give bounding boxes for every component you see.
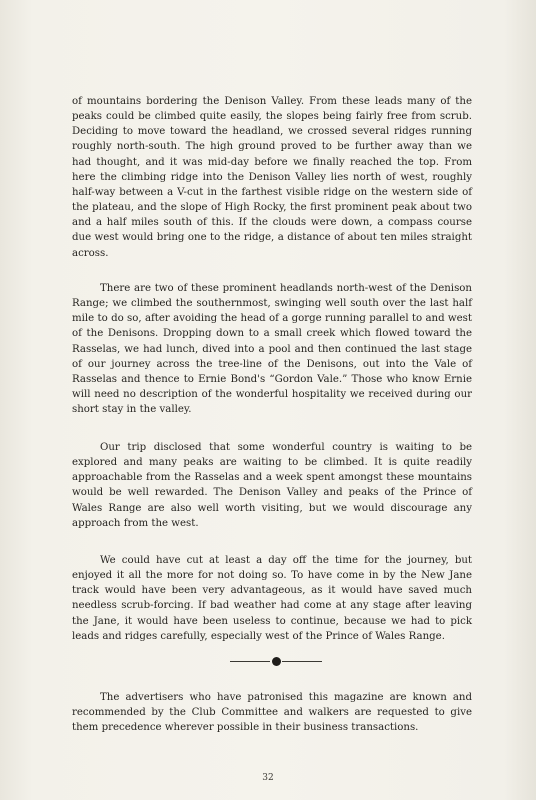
paragraph-text: of mountains bordering the Denison Valley. From these leads many of the peaks could be climbed quite easily, the slopes being fairly free from scrub. Deciding to move toward the headland, we crossed several ridges running roughly north-south. The high ground proved to be further away than we had thought, and it was mid-day before we finally reached the top. From here the climbing ridge into the Denison Valley lies north of west, roughly half-way between a V-cut in the farthest visible ridge on the western side of the plateau, and the slope of High Rocky, the first prominent peak about two and a half miles south of this. If the clouds were down, a compass course due west would bring one to the ridge, a distance of about ten miles straight across.: [72, 96, 472, 259]
divider-line-left: [230, 661, 270, 662]
divider-dot-icon: [272, 657, 281, 666]
paragraph-text: Our trip disclosed that some wonderful country is waiting to be explored and many peaks are waiting to be climbed. It is quite readily approachable from the Rasselas and a week spent amongst these mountains would be well rewarded. The Denison Valley and peaks of the Prince of Wales Range are also well worth visiting, but we would discourage any approach from the west.: [72, 442, 472, 529]
paragraph-text: The advertisers who have patronised this magazine are known and recommended by the Club Committee and walkers are requested to give them precedence wherever possible in their business transactions.: [72, 692, 472, 734]
paragraph-journey-time: [72, 553, 472, 644]
paragraph-advertisers-note: [72, 690, 472, 735]
paragraph-trip-disclosed: [72, 440, 472, 531]
page-number: 32: [262, 773, 274, 783]
paragraph-text: We could have cut at least a day off the time for the journey, but enjoyed it all the more for not doing so. To have come in by the New Jane track would have been very advantageous, as it would have saved much needless scrub-forcing. If bad weather had come at any stage after leaving the Jane, it would have been useless to continue, because we had to pick leads and ridges carefully, especially west of the Prince of Wales Range.: [72, 555, 472, 642]
section-divider: [230, 657, 322, 667]
divider-line-right: [282, 661, 322, 662]
paragraph-text: There are two of these prominent headlands north-west of the Denison Range; we climbed the southernmost, swinging well south over the last half mile to do so, after avoiding the head of a gorge running parallel to and west of the Denisons. Dropping down to a small creek which flowed toward the Rasselas, we had lunch, dived into a pool and then continued the last stage of our journey across the tree-line of the Denisons, out into the Vale of Rasselas and thence to Ernie Bond's “Gordon Vale.” Those who know Ernie will need no description of the wonderful hospitality we received during our short stay in the valley.: [72, 283, 472, 416]
paragraph-continuation: [72, 94, 472, 261]
paragraph-headlands: [72, 281, 472, 417]
